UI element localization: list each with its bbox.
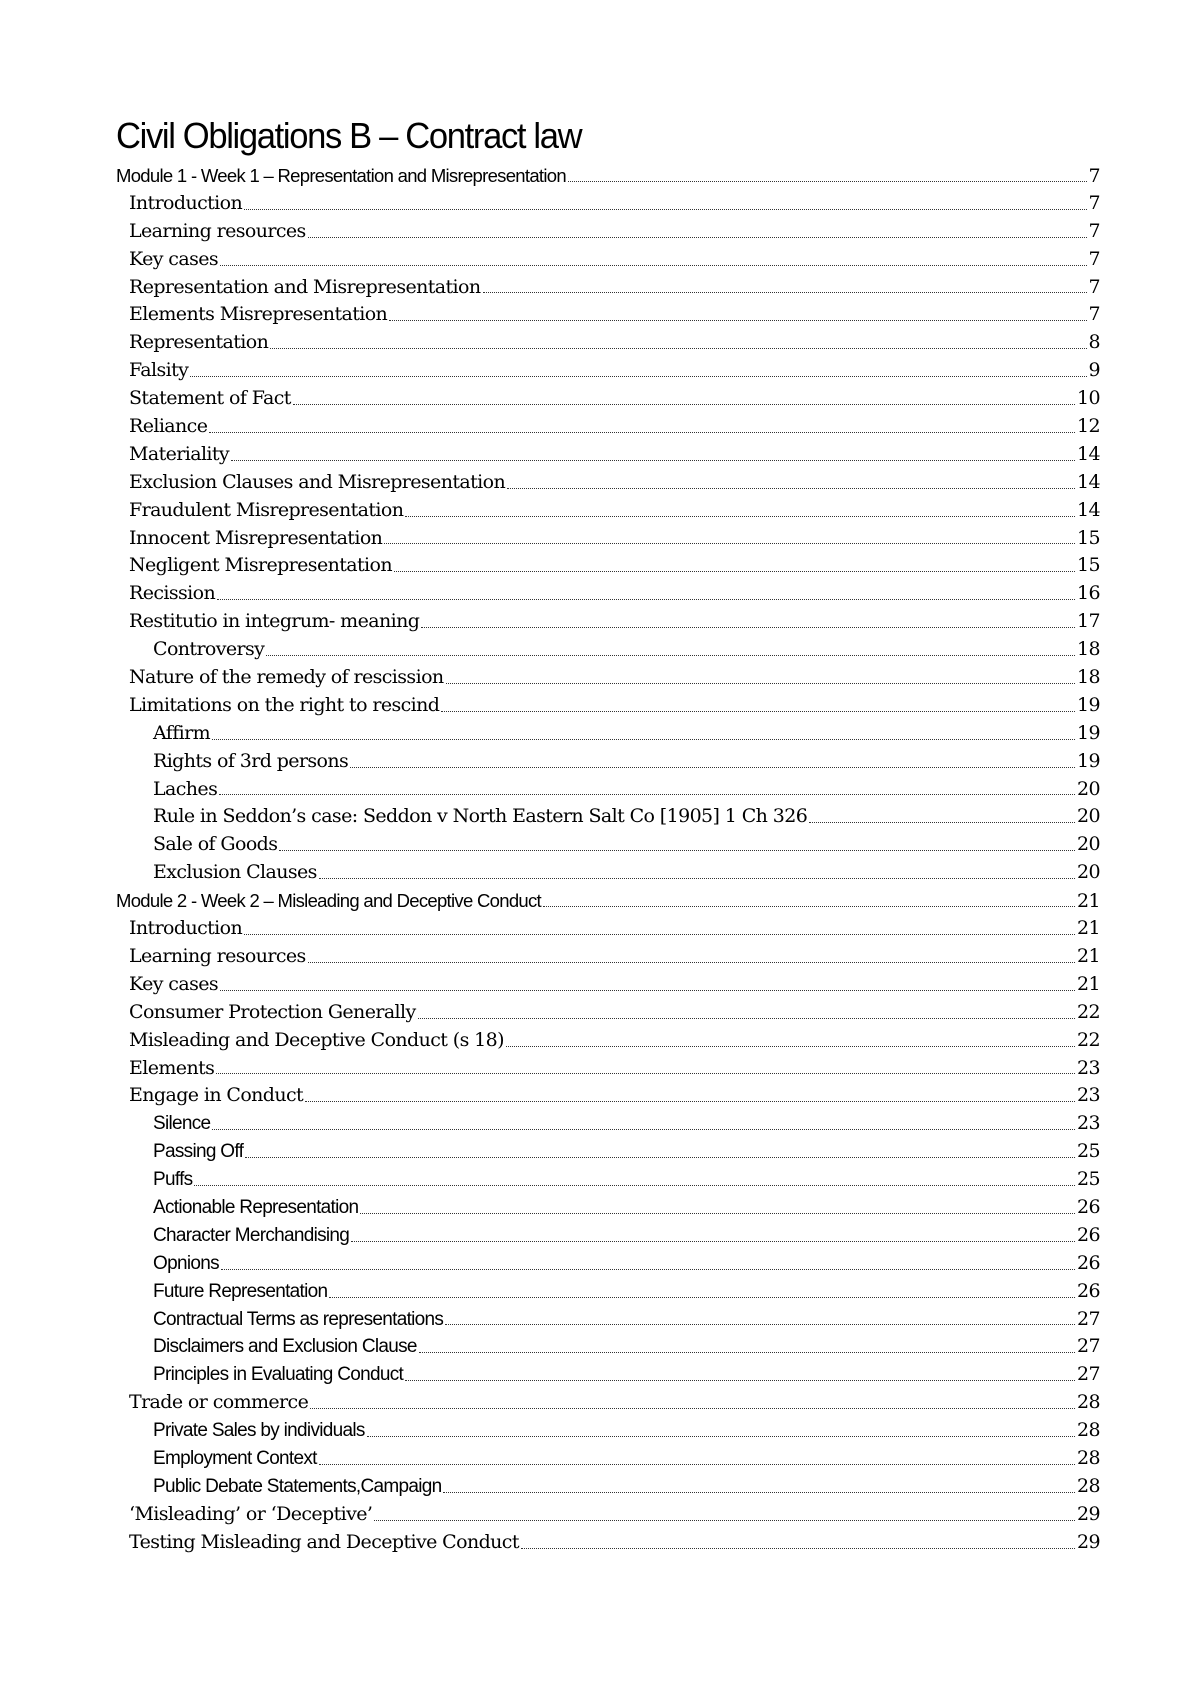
toc-page-number: 17 [1077,610,1100,633]
toc-entry-label: Passing Off [153,1141,244,1163]
toc-entry-label: ‘Misleading’ or ‘Deceptive’ [129,1502,373,1525]
toc-page-number: 26 [1077,1223,1100,1246]
toc-entry-label: Innocent Misrepresentation [129,526,383,549]
toc-entry[interactable] [116,1389,1100,1417]
dot-leader [543,906,1075,907]
toc-entry-label: Reliance [129,415,208,438]
dot-leader [384,543,1075,544]
toc-entry[interactable] [116,413,1100,441]
toc-entry-label: Falsity [129,359,189,382]
toc-entry-label: Character Merchandising [153,1224,350,1246]
toc-entry-label: Learning resources [129,219,306,242]
dot-leader [367,1436,1075,1437]
dot-leader [245,1157,1075,1158]
dot-leader [270,348,1086,349]
toc-page-number: 19 [1077,749,1100,772]
toc-entry[interactable] [116,1361,1100,1389]
toc-page-number: 14 [1077,498,1100,521]
toc-entry[interactable] [116,943,1100,971]
toc-page-number: 14 [1077,470,1100,493]
toc-entry[interactable] [116,1250,1100,1278]
toc-entry[interactable] [116,692,1100,720]
dot-leader [231,460,1075,461]
toc-page-number: 20 [1077,777,1100,800]
toc-page-number: 18 [1077,638,1100,661]
toc-entry[interactable] [116,441,1100,469]
toc-entry[interactable] [116,497,1100,525]
toc-entry[interactable] [116,776,1100,804]
toc-entry[interactable] [116,915,1100,943]
toc-entry[interactable] [116,636,1100,664]
toc-entry[interactable] [116,385,1100,413]
toc-entry-label: Opnions [153,1252,219,1274]
toc-entry[interactable] [116,274,1100,302]
toc-entry-label: Key cases [129,247,219,270]
toc-entry-label: Module 2 - Week 2 – Misleading and Deceptive Conduct [116,890,541,912]
dot-leader [419,1352,1075,1353]
toc-page-number: 28 [1077,1419,1100,1442]
toc-entry-label: Misleading and Deceptive Conduct (s 18) [129,1028,504,1051]
dot-leader [405,516,1075,517]
toc-page-number: 7 [1088,219,1100,242]
toc-entry-label: Statement of Fact [129,387,291,410]
dot-leader [350,767,1075,768]
toc-page-number: 25 [1077,1168,1100,1191]
dot-leader [483,292,1087,293]
toc-page-number: 27 [1077,1335,1100,1358]
dot-leader [220,990,1075,991]
toc-entry[interactable] [116,831,1100,859]
toc-page-number: 23 [1077,1084,1100,1107]
toc-page-number: 7 [1088,275,1100,298]
toc-entry[interactable] [116,246,1100,274]
dot-leader [310,1408,1075,1409]
toc-page-number: 29 [1077,1530,1100,1553]
toc-entry-label: Private Sales by individuals [153,1420,365,1442]
toc-page-number: 7 [1088,247,1100,270]
toc-page-number: 28 [1077,1391,1100,1414]
toc-entry[interactable] [116,1306,1100,1334]
toc-page-number: 15 [1077,526,1100,549]
toc-entry-label: Representation and Misrepresentation [129,275,481,298]
toc-entry[interactable] [116,664,1100,692]
toc-page-number: 12 [1077,415,1100,438]
dot-leader [329,1297,1075,1298]
dot-leader [421,627,1075,628]
dot-leader [521,1548,1075,1549]
toc-entry-label: Materiality [129,442,230,465]
toc-entry-label: Controversy [153,638,265,661]
dot-leader [568,181,1087,182]
document-title: Civil Obligations B – Contract law [116,115,582,156]
toc-page-number: 22 [1077,1028,1100,1051]
toc-page-number: 28 [1077,1474,1100,1497]
dot-leader [445,1324,1075,1325]
toc-entry[interactable] [116,329,1100,357]
toc-entry[interactable] [116,1445,1100,1473]
toc-page-number: 20 [1077,805,1100,828]
toc-page-number: 21 [1077,917,1100,940]
toc-entry-label: Silence [153,1113,211,1135]
toc-entry[interactable] [116,580,1100,608]
dot-leader [266,655,1075,656]
dot-leader [217,599,1075,600]
toc-page-number: 18 [1077,666,1100,689]
toc-entry-label: Exclusion Clauses and Misrepresentation [129,470,506,493]
dot-leader [216,1073,1075,1074]
dot-leader [405,1380,1075,1381]
toc-page-number: 9 [1088,359,1100,382]
toc-page-number: 7 [1088,165,1100,187]
toc-entry-label: Principles in Evaluating Conduct [153,1364,404,1386]
toc-page-number: 7 [1088,303,1100,326]
toc-page-number: 19 [1077,693,1100,716]
toc-entry-label: Elements Misrepresentation [129,303,388,326]
toc-entry[interactable] [116,552,1100,580]
toc-entry[interactable] [116,971,1100,999]
toc-entry[interactable] [116,720,1100,748]
toc-page-number: 22 [1077,1000,1100,1023]
toc-entry[interactable] [116,1027,1100,1055]
toc-page-number: 23 [1077,1112,1100,1135]
toc-entry[interactable] [116,1138,1100,1166]
toc-page-number: 21 [1077,944,1100,967]
toc-entry-label: Engage in Conduct [129,1084,304,1107]
toc-entry-label: Trade or commerce [129,1391,309,1414]
toc-entry-label: Consumer Protection Generally [129,1000,416,1023]
dot-leader [305,1101,1075,1102]
dot-leader [506,1046,1075,1047]
toc-page-number: 10 [1077,387,1100,410]
toc-entry[interactable] [116,1333,1100,1361]
dot-leader [394,571,1075,572]
toc-entry[interactable] [116,162,1100,190]
toc-entry-label: Testing Misleading and Deceptive Conduct [129,1530,519,1553]
table-of-contents [116,162,1100,1557]
toc-entry-label: Affirm [153,721,211,744]
dot-leader [212,1129,1075,1130]
toc-page-number: 27 [1077,1307,1100,1330]
toc-entry[interactable] [116,887,1100,915]
toc-page-number: 21 [1077,972,1100,995]
toc-entry-label: Introduction [129,917,243,940]
toc-page-number: 7 [1088,191,1100,214]
dot-leader [209,432,1075,433]
toc-entry-label: Elements [129,1056,215,1079]
toc-entry[interactable] [116,1194,1100,1222]
toc-entry-label: Nature of the remedy of rescission [129,666,444,689]
toc-entry[interactable] [116,1529,1100,1557]
toc-entry-label: Limitations on the right to rescind [129,693,440,716]
dot-leader [374,1520,1075,1521]
toc-page-number: 26 [1077,1195,1100,1218]
toc-entry[interactable] [116,1278,1100,1306]
dot-leader [244,934,1075,935]
dot-leader [446,683,1075,684]
dot-leader [279,850,1075,851]
toc-entry-label: Rule in Seddon’s case: Seddon v North Eastern Salt Co [1905] 1 Ch 326 [153,805,808,828]
toc-entry-label: Rights of 3rd persons [153,749,349,772]
toc-entry-label: Introduction [129,191,243,214]
toc-entry[interactable] [116,469,1100,497]
toc-page-number: 29 [1077,1502,1100,1525]
toc-page-number: 27 [1077,1363,1100,1386]
toc-entry-label: Public Debate Statements,Campaign [153,1475,442,1497]
toc-entry[interactable] [116,1055,1100,1083]
dot-leader [190,376,1086,377]
toc-entry-label: Negligent Misrepresentation [129,554,392,577]
toc-entry-label: Learning resources [129,944,306,967]
toc-entry[interactable] [116,525,1100,553]
toc-entry[interactable] [116,1501,1100,1529]
toc-page-number: 16 [1077,582,1100,605]
dot-leader [194,1185,1075,1186]
toc-entry-label: Laches [153,777,218,800]
toc-entry[interactable] [116,357,1100,385]
dot-leader [221,1269,1075,1270]
toc-entry[interactable] [116,1166,1100,1194]
toc-page-number: 20 [1077,861,1100,884]
toc-page-number: 21 [1077,890,1100,913]
toc-entry-label: Restitutio in integrum- meaning [129,610,420,633]
toc-entry[interactable] [116,1082,1100,1110]
dot-leader [220,265,1086,266]
toc-entry-label: Key cases [129,972,219,995]
dot-leader [389,320,1086,321]
toc-page-number: 8 [1088,331,1100,354]
dot-leader [212,739,1075,740]
toc-entry-label: Recission [129,582,216,605]
toc-page-number: 14 [1077,442,1100,465]
toc-entry-label: Sale of Goods [153,833,278,856]
toc-entry[interactable] [116,190,1100,218]
toc-entry-label: Future Representation [153,1280,328,1302]
toc-page-number: 15 [1077,554,1100,577]
toc-entry[interactable] [116,218,1100,246]
toc-entry-label: Representation [129,331,269,354]
dot-leader [308,237,1087,238]
toc-page-number: 19 [1077,721,1100,744]
toc-entry-label: Fraudulent Misrepresentation [129,498,404,521]
toc-page-number: 20 [1077,833,1100,856]
toc-entry[interactable] [116,999,1100,1027]
toc-entry[interactable] [116,1222,1100,1250]
toc-entry[interactable] [116,1417,1100,1445]
toc-entry-label: Contractual Terms as representations [153,1308,444,1330]
dot-leader [308,962,1075,963]
toc-entry[interactable] [116,301,1100,329]
toc-entry-label: Disclaimers and Exclusion Clause [153,1336,417,1358]
dot-leader [293,404,1075,405]
dot-leader [360,1213,1075,1214]
dot-leader [507,488,1075,489]
toc-entry[interactable] [116,1473,1100,1501]
toc-entry-label: Module 1 - Week 1 – Representation and Misrepresentation [116,165,566,186]
dot-leader [809,822,1075,823]
dot-leader [351,1241,1075,1242]
toc-page-number: 23 [1077,1056,1100,1079]
dot-leader [443,1492,1075,1493]
toc-entry[interactable] [116,1110,1100,1138]
dot-leader [244,209,1086,210]
toc-entry[interactable] [116,803,1100,831]
toc-entry[interactable] [116,748,1100,776]
toc-page-number: 28 [1077,1446,1100,1469]
toc-entry-label: Employment Context [153,1447,317,1469]
toc-page-number: 26 [1077,1251,1100,1274]
dot-leader [418,1018,1075,1019]
toc-entry-label: Exclusion Clauses [153,861,317,884]
dot-leader [319,1464,1075,1465]
toc-entry-label: Puffs [153,1169,193,1191]
dot-leader [319,878,1075,879]
toc-page-number: 25 [1077,1140,1100,1163]
toc-entry[interactable] [116,608,1100,636]
toc-entry[interactable] [116,859,1100,887]
dot-leader [219,794,1075,795]
toc-page-number: 26 [1077,1279,1100,1302]
dot-leader [441,711,1075,712]
toc-entry-label: Actionable Representation [153,1196,359,1218]
